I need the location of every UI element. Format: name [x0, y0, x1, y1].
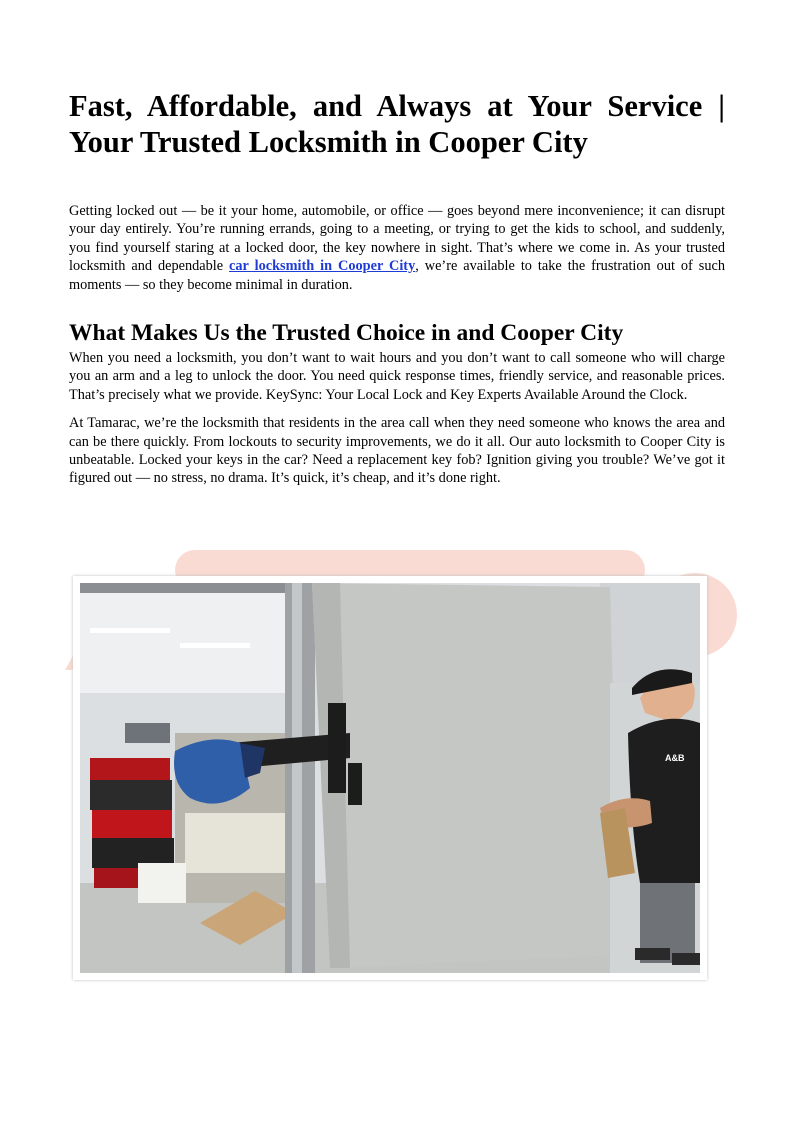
shirt-logo-text: A&B	[665, 753, 685, 763]
page-title: Fast, Affordable, and Always at Your Service | Your Trusted Locksmith in Cooper City	[69, 89, 725, 159]
paragraph-tamarac: At Tamarac, we’re the locksmith that residents in the area call when they need someone who knows the area and can be there quickly. From lockouts to security improvements, we do it all. Our auto locksmith to Cooper City is unbeatable. Locked your keys in the car? Need a replacement key fob? Ignition giving you trouble? We’ve got it figured out — no stress, no drama. It’s quick, it’s cheap, and it’s done right.	[69, 415, 725, 487]
car-locksmith-link[interactable]: car locksmith in Cooper City	[229, 258, 416, 275]
locksmith-door-photo	[73, 576, 707, 980]
photo-illustration	[80, 583, 700, 973]
section-heading: What Makes Us the Trusted Choice in and Cooper City	[69, 320, 624, 347]
intro-paragraph	[69, 202, 725, 294]
article-body	[69, 88, 725, 498]
intro-text-after-link: , we’re available to take the frustration out of such moments — so they become minimal in duration.	[69, 258, 725, 293]
paragraph-response-times: When you need a locksmith, you don’t want to wait hours and you don’t want to call someone who will charge you an arm and a leg to unlock the door. You need quick response times, friendly service, and reasonable prices. That’s precisely what we provide. KeySync: Your Local Lock and Key Experts Available Around the Clock.	[69, 350, 725, 403]
intro-text-before-link: Getting locked out — be it your home, automobile, or office — goes beyond mere inconvenience; it can disrupt your day entirely. You’re running errands, going to a meeting, or trying to get the kids to school, and suddenly, you find yourself staring at a locked door, the key nowhere in sight. That’s where we come in. As your trusted locksmith and dependable	[69, 203, 725, 275]
